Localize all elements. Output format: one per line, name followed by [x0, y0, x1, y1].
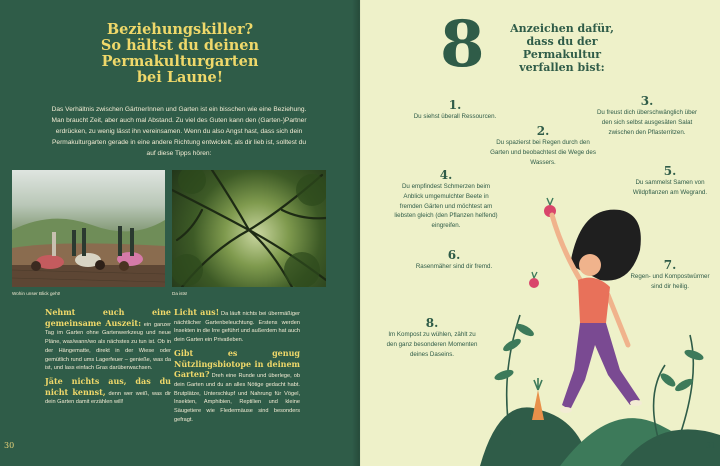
sign-item — [628, 164, 712, 198]
sign-number: 2. — [536, 124, 550, 138]
tips-column-right — [174, 308, 300, 428]
sign-text: Du spazierst bei Regen durch den Garten und beobachtest die Wege des Wassers. — [490, 139, 596, 166]
left-page-title — [70, 22, 290, 86]
sign-number: 8. — [425, 316, 439, 330]
sign-number: 1. — [448, 98, 462, 112]
sign-number: 7. — [663, 258, 677, 272]
intro-paragraph: Das Verhältnis zwischen GärtnerInnen und Garten ist ein bisschen wie eine Beziehung. Man braucht Zeit, aber auch mal Abstand. Zu viel des Guten kann den (Garten-)Partner erdrücken, zu wenig lässt ihn vereinsamen. Wenn du also Angst hast, dass sich dein Permakulturgarten gerade in eine andere Richtung entwickelt, als dir lieb ist, solltest du auf diese Tipps hören: — [51, 106, 307, 157]
photo-caption: Da ists! — [172, 291, 188, 296]
photo-caption: Wohin unser Blick geht! — [12, 291, 61, 296]
sign-item — [594, 94, 700, 137]
sign-number: 6. — [447, 248, 461, 262]
tip-item — [174, 308, 300, 345]
big-number: 8 — [440, 7, 485, 82]
sign-item — [400, 98, 510, 122]
tip-text: denn wer weiß, was dir dein Garten damit erzählen will! — [45, 390, 172, 406]
title-line: bei Laune! — [136, 69, 224, 86]
tip-text: Da läuft nichts bei übermäßiger nächtlicher Gartenbeleuchtung. Erstens werden Insekten in die Irre geführt und außerdem hat auch dein Garten ein Privatleben. — [174, 311, 300, 344]
woman-gardening-illustration — [470, 195, 720, 466]
sign-text: Du empfindest Schmerzen beim Anblick umgemulchter Beete in fremden Gärten und möchtest am liebsten gleich (den Pflanzen helfend) eingreifen. — [394, 183, 498, 230]
tip-heading: Jäte nichts aus, das du nicht kennst, — [45, 375, 171, 397]
tip-item — [174, 349, 300, 425]
title-line: dass du der Permakultur — [522, 35, 602, 61]
sign-text: Du siehst überall Ressourcen. — [413, 113, 497, 120]
tip-heading: Licht aus! — [174, 307, 220, 317]
tip-item — [45, 377, 171, 407]
sign-text: Im Kompost zu wühlen, zählt zu den ganz besonderen Momenten deines Daseins. — [386, 331, 478, 358]
tip-heading: Nehmt euch eine gemeinsame Auszeit: — [45, 307, 171, 328]
page-number: 30 — [4, 441, 15, 450]
sign-item — [386, 316, 478, 359]
title-line: So hältst du deinen — [100, 37, 260, 54]
tip-text: ein ganzer Tag im Garten ohne Gartenwerkzeug und neue Pläne, was/wann/wo als nächstes zu tun ist. Ob in der Hängematte, direkt in der Wiese oder gemütlich rund ums Lagerfeuer – genieße, was da ist, und lass einfach Gras darüberwachsen. — [45, 321, 172, 372]
sign-text: Du sammelst Samen von Wildpflanzen am Wegrand. — [632, 179, 708, 196]
sign-number: 5. — [663, 164, 677, 178]
photo-tree-canopy — [172, 170, 326, 287]
sign-text: Du freust dich überschwänglich über den sich selbst ausgesäten Salat zwischen den Pflasterritzen. — [596, 109, 698, 136]
sign-number: 3. — [640, 94, 654, 108]
sign-item — [488, 124, 598, 167]
title-line: Beziehungskiller? — [106, 21, 254, 38]
photo-people-lying-on-deck — [12, 170, 165, 287]
title-line: Anzeichen dafür, — [510, 22, 614, 35]
sign-text: Rasenmäher sind dir fremd. — [415, 263, 493, 270]
tip-heading: Gibt es genug Nützlingsbiotope in deinem Garten? — [174, 347, 300, 380]
tips-column-left — [45, 308, 171, 411]
page-number: 31 — [705, 441, 716, 450]
title-line: verfallen bist: — [519, 61, 605, 74]
sign-text: Regen- und Kompostwürmer sind dir heilig. — [630, 273, 710, 290]
sign-number: 4. — [439, 168, 453, 182]
tip-text: Dreh eine Runde und überlege, ob dein Garten und du an alles Nötige gedacht habt. Brutplätze, Unterschlupf und Nahrung für Vögel, Insekten, Amphibien, Reptilien und kleine Säugetiere wie Fledermäuse sind besonders gefragt. — [174, 373, 300, 423]
title-line: Permakulturgarten — [101, 53, 259, 70]
right-page — [360, 0, 720, 466]
tip-item — [45, 308, 171, 373]
right-page-title — [488, 22, 636, 74]
